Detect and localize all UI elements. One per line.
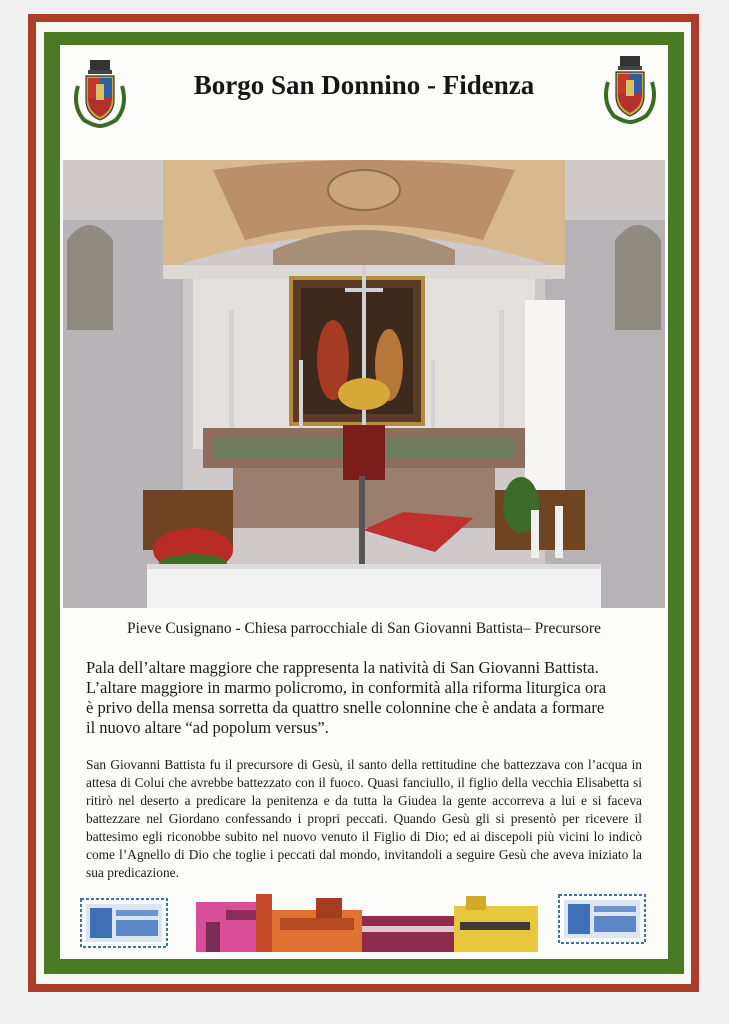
page-title: Borgo San Donnino - Fidenza <box>193 70 535 100</box>
photo-caption: Pieve Cusignano - Chiesa parrocchiale di San Giovanni Battista– Precursore <box>127 620 601 637</box>
body-paragraph: San Giovanni Battista fu il precursore di Gesù, il santo della rettitudine che battezzava con l’acqua in attesa di Colui che avrebbe battezzato con il fuoco. Quasi fanciullo, il figlio della vecchia Elisabetta si ritirò nel deserto a predicare la penitenza e da tutta la Giudea la gente accorreva a lui e si faceva battezzare nel Giordano confessando i propri peccati. Quando Gesù gli si presentò per ricevere il battesimo egli riconobbe subito nel nuovo venuto il Figlio di Dio; ed ai discepoli più vicini lo indicò come l’Agnello di Dio che toglie i peccati dal mondo, invitandoli a seguire Gesù che aveva iniziato la sua predicazione. <box>86 757 642 880</box>
lead-line: Pala dell’altare maggiore che rappresenta la natività di San Giovanni Battista. <box>86 658 599 677</box>
church-altar-photo <box>63 160 665 608</box>
coat-of-arms-right-icon <box>600 52 660 124</box>
postage-stamp-left-icon <box>80 898 168 948</box>
town-skyline-icon <box>196 892 538 952</box>
postage-stamp-right-icon <box>558 894 646 944</box>
lead-line: è privo della mensa sorretta da quattro snelle colonnine che è andata a formare <box>86 698 605 717</box>
lead-line: L’altare maggiore in marmo policromo, in conformità alla riforma liturgica ora <box>86 678 607 697</box>
lead-paragraph <box>86 658 656 738</box>
lead-line: il nuovo altare “ad popolum versus”. <box>86 718 329 737</box>
